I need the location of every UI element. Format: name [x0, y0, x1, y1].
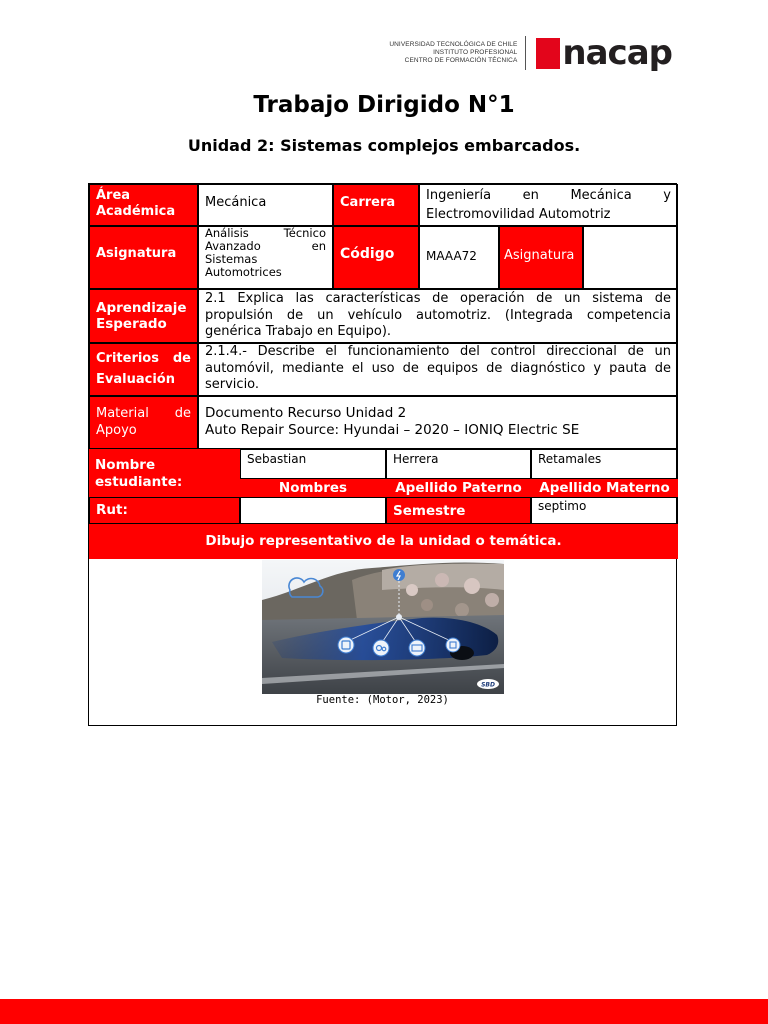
image-caption: Fuente: (Motor, 2023) — [316, 694, 449, 706]
aprendizaje-value: 2.1 Explica las características de operación de un sistema de propulsión de un vehículo automotriz. (Integrada competencia genérica Trabajo en Equipo). — [198, 289, 678, 343]
criterios-value: 2.1.4.- Describe el funcionamiento del control direccional de un automóvil, mediante el uso de equipos de diagnóstico y pauta de servicio. — [198, 343, 678, 396]
logo-divider — [525, 36, 526, 70]
nombres-header: Nombres — [240, 479, 386, 497]
asignatura-line-4: Automotrices — [205, 265, 282, 279]
paterno-value: Herrera — [386, 449, 531, 479]
semestre-value: septimo — [531, 497, 678, 524]
material-value — [198, 396, 678, 449]
semestre-label: Semestre — [386, 497, 531, 524]
area-value: Mecánica — [198, 184, 333, 226]
material-label-line-1: Material de — [96, 406, 191, 421]
institution-line-1: UNIVERSIDAD TECNOLÓGICA DE CHILE — [389, 41, 518, 48]
rut-label: Rut: — [89, 497, 240, 524]
carrera-label: Carrera — [333, 184, 419, 226]
asignatura-label: Asignatura — [89, 226, 198, 289]
asignatura-secondary-label: Asignatura — [499, 226, 583, 289]
institution-text — [389, 41, 517, 65]
criterios-label — [89, 343, 198, 396]
carrera-value-line-2: Electromovilidad Automotriz — [426, 207, 611, 222]
carrera-value — [419, 184, 678, 226]
document-subtitle: Unidad 2: Sistemas complejos embarcados. — [187, 136, 581, 155]
material-label — [89, 396, 198, 449]
area-label: Área Académica — [89, 184, 198, 226]
criterios-label-line-2: Evaluación — [96, 372, 175, 387]
logo-red-square — [536, 38, 560, 69]
asignatura-line-3: Sistemas — [205, 252, 258, 266]
asignatura-value — [198, 226, 333, 289]
dibujo-header: Dibujo representativo de la unidad o temática. — [89, 524, 678, 559]
asignatura-line-1: Análisis Técnico — [205, 226, 326, 240]
carrera-value-line-1: Ingeniería en Mecánica y — [426, 188, 671, 203]
logo-wordmark: nacap — [562, 32, 672, 73]
asignatura-secondary-value — [583, 226, 678, 289]
connected-car-image — [262, 560, 504, 694]
material-label-line-2: Apoyo — [96, 423, 137, 438]
criterios-label-line-1: Criterios de — [96, 351, 191, 366]
inacap-logo — [536, 32, 672, 73]
rut-value — [240, 497, 386, 524]
footer-red-bar — [0, 999, 768, 1024]
paterno-header: Apellido Paterno — [386, 479, 531, 497]
institution-line-3: CENTRO DE FORMACIÓN TÉCNICA — [404, 57, 518, 64]
institution-logo — [389, 32, 672, 73]
codigo-value: MAAA72 — [419, 226, 499, 289]
nombres-value: Sebastian — [240, 449, 386, 479]
codigo-label: Código — [333, 226, 419, 289]
info-form — [88, 183, 677, 726]
nombre-label: Nombre estudiante: — [89, 449, 240, 497]
svg-text:SBD: SBD — [481, 681, 495, 689]
aprendizaje-label: Aprendizaje Esperado — [89, 289, 198, 343]
institution-line-2: INSTITUTO PROFESIONAL — [433, 49, 518, 56]
material-line-2: Auto Repair Source: Hyundai – 2020 – IONIQ Electric SE — [205, 422, 580, 438]
material-line-1: Documento Recurso Unidad 2 — [205, 405, 407, 421]
materno-value: Retamales — [531, 449, 678, 479]
connected-car-illustration — [262, 560, 504, 694]
materno-header: Apellido Materno — [531, 479, 678, 497]
document-title: Trabajo Dirigido N°1 — [253, 92, 515, 118]
asignatura-line-2: Avanzado en — [205, 239, 326, 253]
